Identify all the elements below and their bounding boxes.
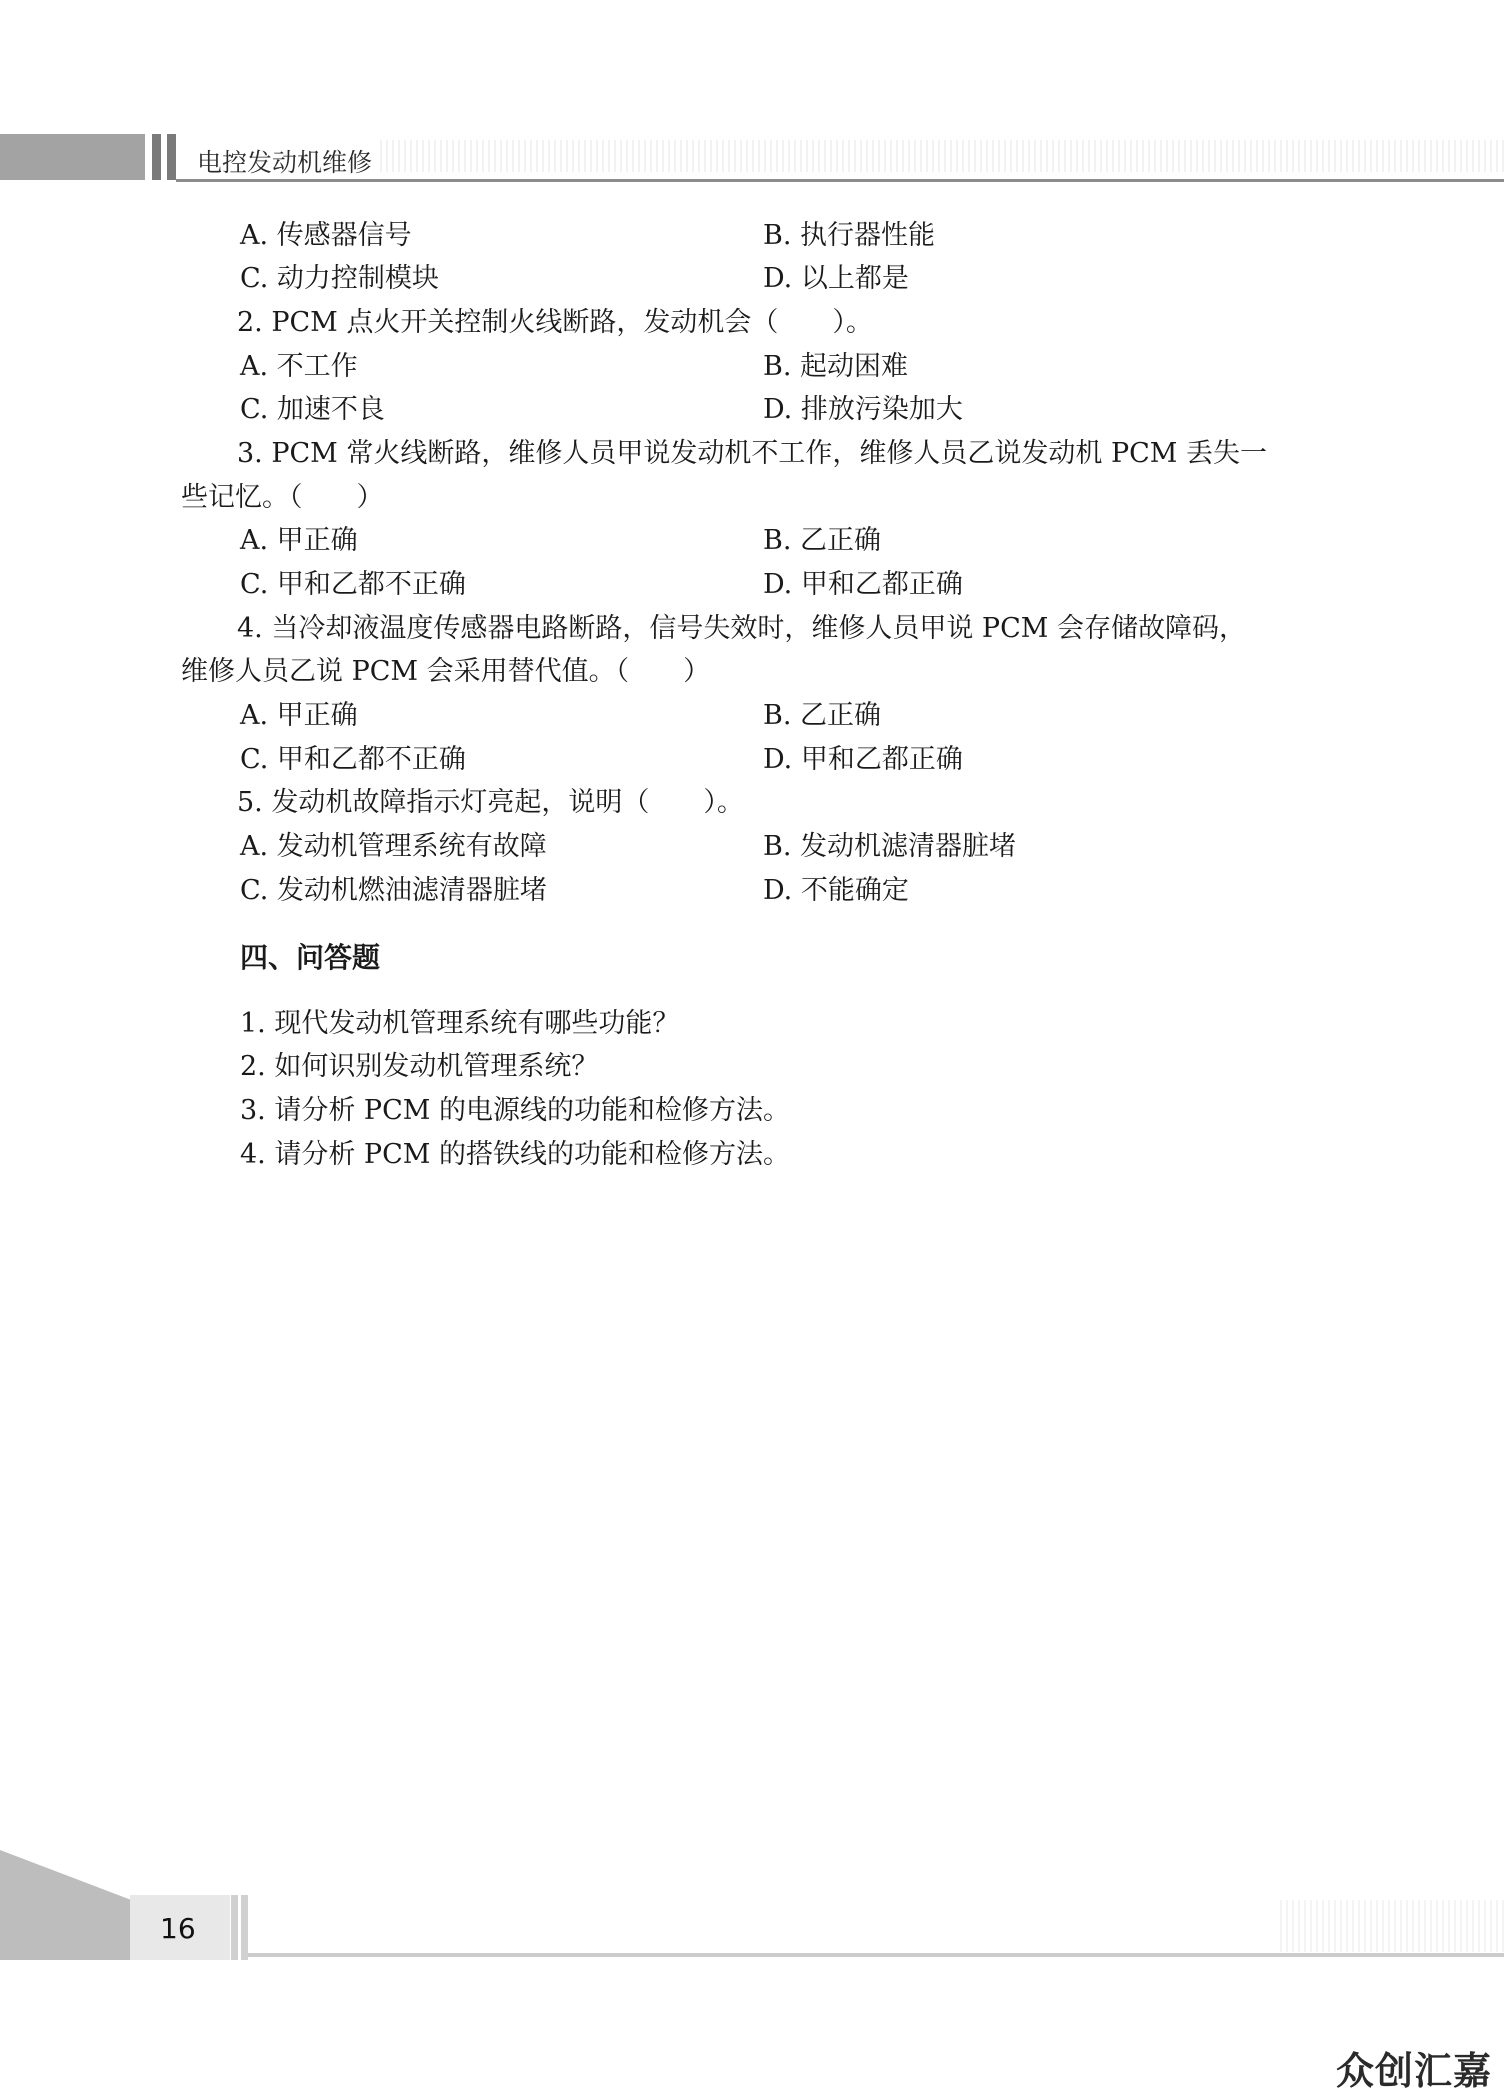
q3-option-c: C. 甲和乙都不正确 <box>240 569 466 600</box>
q2-option-b: B. 起动困难 <box>763 351 909 382</box>
q3-text-line2: 些记忆。（ ） <box>181 482 384 513</box>
header-gray-block <box>0 134 145 180</box>
q4-option-d: D. 甲和乙都正确 <box>763 744 963 775</box>
q4-text-line2: 维修人员乙说 PCM 会采用替代值。（ ） <box>181 656 711 687</box>
q4-option-b: B. 乙正确 <box>763 700 882 731</box>
essay-question: 4. 请分析 PCM 的搭铁线的功能和检修方法。 <box>240 1139 790 1170</box>
footer-divider-bar <box>241 1895 248 1960</box>
q3-option-a: A. 甲正确 <box>240 525 358 556</box>
q3-option-b: B. 乙正确 <box>763 525 882 556</box>
header-hatch-pattern <box>380 140 1504 172</box>
essay-question: 1. 现代发动机管理系统有哪些功能？ <box>240 1008 680 1039</box>
q5-option-b: B. 发动机滤清器脏堵 <box>763 831 1017 862</box>
page-number: 16 <box>160 1912 196 1945</box>
watermark: 众创汇嘉 <box>1336 2049 1493 2093</box>
essay-question: 3. 请分析 PCM 的电源线的功能和检修方法。 <box>240 1095 790 1126</box>
q2-text: 2. PCM 点火开关控制火线断路，发动机会（ ）。 <box>237 307 873 338</box>
q1-option-b: B. 执行器性能 <box>763 220 936 251</box>
footer-gray-shape <box>0 1850 130 1960</box>
q3-option-d: D. 甲和乙都正确 <box>763 569 963 600</box>
q3-text-line1: 3. PCM 常火线断路，维修人员甲说发动机不工作，维修人员乙说发动机 PCM 丢失一 <box>237 438 1268 469</box>
q1-option-c: C. 动力控制模块 <box>240 263 439 294</box>
header-divider-bar <box>167 134 176 180</box>
header-divider-bar <box>152 134 161 180</box>
q2-option-d: D. 排放污染加大 <box>763 394 963 425</box>
q5-option-c: C. 发动机燃油滤清器脏堵 <box>240 875 547 906</box>
running-header-title: 电控发动机维修 <box>197 143 378 179</box>
essay-question: 2. 如何识别发动机管理系统？ <box>240 1051 599 1082</box>
footer-rule <box>248 1953 1504 1957</box>
section-heading: 四、问答题 <box>240 941 381 974</box>
header-rule <box>176 179 1504 182</box>
q4-option-a: A. 甲正确 <box>240 700 358 731</box>
q5-option-d: D. 不能确定 <box>763 875 909 906</box>
q4-option-c: C. 甲和乙都不正确 <box>240 744 466 775</box>
q1-option-d: D. 以上都是 <box>763 263 909 294</box>
q5-option-a: A. 发动机管理系统有故障 <box>240 831 547 862</box>
q2-option-c: C. 加速不良 <box>240 394 385 425</box>
q4-text-line1: 4. 当冷却液温度传感器电路断路，信号失效时，维修人员甲说 PCM 会存储故障码， <box>237 613 1246 644</box>
q1-option-a: A. 传感器信号 <box>240 220 412 251</box>
q2-option-a: A. 不工作 <box>240 351 358 382</box>
q5-text: 5. 发动机故障指示灯亮起，说明（ ）。 <box>237 787 744 818</box>
footer-hatch-pattern <box>1280 1900 1504 1952</box>
footer-divider-bar <box>231 1895 238 1960</box>
